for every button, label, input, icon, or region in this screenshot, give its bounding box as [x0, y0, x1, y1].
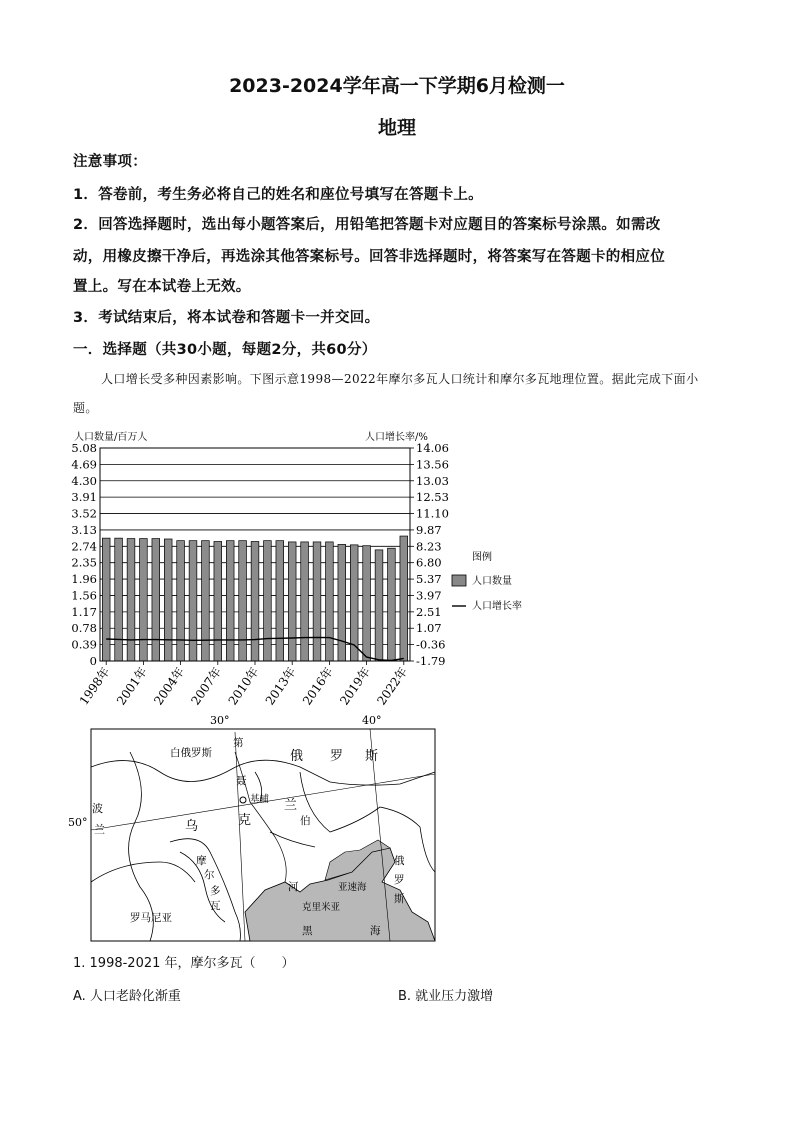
label-black-sea-2: 海	[370, 925, 381, 937]
label-poland-2: 兰	[94, 823, 105, 836]
label-russia-side-1: 俄	[394, 855, 405, 867]
x-tick-label: 2010年	[225, 664, 262, 708]
left-tick-label: 1.56	[71, 588, 97, 603]
population-bar	[264, 541, 272, 661]
lat-label-50: 50°	[68, 816, 88, 829]
question-1-stem: 1. 1998-2021 年，摩尔多瓦（ ）	[73, 956, 295, 971]
kyiv-marker	[240, 797, 246, 803]
left-tick-label: 5.08	[71, 441, 97, 455]
right-tick-label: 9.87	[416, 522, 442, 537]
note-item-3: 3．考试结束后，将本试卷和答题卡一并交回。	[73, 310, 380, 326]
label-dnieper-4: 河	[288, 881, 299, 893]
left-tick-label: 3.52	[71, 506, 97, 521]
right-tick-label: 13.56	[416, 457, 449, 472]
subject-title: 地理	[377, 117, 416, 139]
label-dnieper-3: 伯	[300, 815, 311, 827]
left-tick-label: 1.17	[71, 604, 97, 619]
left-tick-label: 0	[89, 654, 97, 668]
population-bar	[189, 541, 197, 661]
left-tick-label: 1.96	[71, 572, 97, 587]
option-a[interactable]: A. 人口老龄化渐重	[73, 989, 181, 1004]
label-russia-3: 斯	[365, 749, 379, 764]
population-bar	[251, 542, 259, 661]
right-tick-label: 3.97	[416, 588, 442, 603]
question-intro: 人口增长受多种因素影响。下图示意1998—2022年摩尔多瓦人口统计和摩尔多瓦地理位置。据此完成下面小题。	[73, 372, 699, 415]
label-russia-side-2: 罗	[394, 874, 405, 886]
label-russia-1: 俄	[290, 749, 304, 764]
label-moldova-3: 多	[210, 885, 221, 897]
lon-label-30: 30°	[210, 714, 230, 727]
notes-heading: 注意事项：	[73, 154, 147, 170]
x-tick-label: 1998年	[76, 664, 113, 708]
right-tick-label: 5.37	[416, 572, 442, 587]
legend-line-label: 人口增长率	[472, 601, 522, 612]
right-tick-label: 14.06	[416, 441, 449, 455]
right-tick-label: 13.03	[416, 473, 449, 488]
right-tick-label: 12.53	[416, 490, 449, 505]
note-item-2-line-2: 动，用橡皮擦干净后，再选涂其他答案标号。回答非选择题时，将答案写在答题卡的相应位	[73, 249, 665, 265]
label-ukraine-1: 乌	[185, 819, 199, 834]
population-bar	[127, 539, 135, 661]
population-bar	[164, 539, 172, 661]
right-axis-label: 人口增长率/%	[365, 432, 428, 443]
note-item-2-line-3: 置上。写在本试卷上无效。	[73, 279, 251, 295]
label-kyiv: 基辅	[250, 794, 270, 805]
x-tick-label: 2016年	[299, 664, 336, 708]
right-tick-label: 8.23	[416, 539, 442, 554]
population-bar	[301, 542, 309, 661]
lon-label-40: 40°	[362, 714, 382, 727]
label-dnieper-1: 第	[233, 737, 244, 749]
population-bar	[363, 546, 371, 661]
right-tick-label: -0.36	[416, 637, 446, 652]
population-bar	[375, 550, 383, 661]
x-tick-label: 2013年	[262, 664, 299, 708]
right-tick-label: 1.07	[416, 621, 442, 636]
label-moldova-4: 瓦	[210, 900, 221, 912]
left-tick-label: 3.91	[71, 490, 97, 505]
left-tick-label: 2.74	[71, 539, 97, 554]
left-tick-label: 2.35	[71, 555, 97, 570]
population-bar	[288, 542, 296, 661]
population-bar	[214, 542, 222, 661]
label-russia-side-3: 斯	[394, 893, 405, 905]
label-russia-2: 罗	[330, 749, 344, 764]
population-bar	[140, 539, 148, 661]
population-chart	[60, 428, 540, 718]
population-bar	[152, 539, 160, 661]
population-bar	[202, 541, 210, 661]
moldova-location-map	[60, 712, 460, 947]
label-crimea: 克里米亚	[302, 902, 341, 913]
left-tick-label: 3.13	[71, 522, 97, 537]
label-azov: 亚速海	[338, 882, 367, 893]
population-bar	[239, 541, 247, 661]
left-axis-label: 人口数量/百万人	[74, 432, 148, 443]
right-axis-ticks	[410, 441, 449, 668]
x-tick-label: 2007年	[188, 664, 225, 708]
note-item-1: 1．答卷前，考生务必将自己的姓名和座位号填写在答题卡上。	[73, 187, 483, 203]
label-moldova-1: 摩	[196, 855, 207, 867]
label-ukraine-3: 兰	[284, 798, 298, 813]
x-tick-label: 2019年	[337, 664, 374, 708]
right-tick-label: 2.51	[416, 604, 442, 619]
right-tick-label: 6.80	[416, 555, 442, 570]
population-bar	[226, 541, 234, 661]
label-poland-1: 波	[92, 802, 103, 815]
label-dnieper-2: 聂	[236, 775, 247, 787]
section-heading: 一．选择题（共30小题，每题2分，共60分）	[73, 342, 377, 358]
x-axis-ticks	[76, 661, 410, 708]
label-black-sea-1: 黑	[302, 925, 313, 937]
x-tick-label: 2001年	[113, 664, 150, 708]
left-tick-label: 4.30	[71, 473, 97, 488]
left-tick-label: 4.69	[71, 457, 97, 472]
right-tick-label: -1.79	[416, 654, 446, 668]
left-axis-ticks	[71, 441, 97, 668]
population-bar	[326, 542, 334, 661]
population-bar	[276, 541, 284, 661]
left-tick-label: 0.39	[71, 637, 97, 652]
exam-title: 2023-2024学年高一下学期6月检测一	[229, 75, 565, 97]
population-bars	[102, 536, 407, 661]
population-bar	[388, 548, 396, 661]
right-tick-label: 11.10	[416, 506, 449, 521]
population-bar	[177, 541, 185, 661]
legend-bar-label: 人口数量	[472, 576, 512, 587]
label-belarus: 白俄罗斯	[170, 747, 212, 759]
population-bar	[338, 544, 346, 661]
label-romania: 罗马尼亚	[130, 912, 172, 924]
x-tick-label: 2022年	[374, 664, 411, 708]
population-bar	[400, 536, 408, 661]
legend-title: 图例	[472, 552, 492, 563]
population-bar	[313, 542, 321, 661]
x-tick-label: 2004年	[151, 664, 188, 708]
left-tick-label: 0.78	[71, 621, 97, 636]
legend-bar-swatch	[452, 575, 466, 586]
note-item-2-line-1: 2．回答选择题时，选出每小题答案后，用铅笔把答题卡对应题目的答案标号涂黑。如需改	[73, 217, 661, 233]
option-b[interactable]: B. 就业压力激增	[398, 989, 494, 1004]
label-ukraine-2: 克	[238, 813, 252, 828]
label-moldova-2: 尔	[204, 869, 215, 881]
population-bar	[102, 538, 110, 661]
population-bar	[115, 538, 123, 661]
